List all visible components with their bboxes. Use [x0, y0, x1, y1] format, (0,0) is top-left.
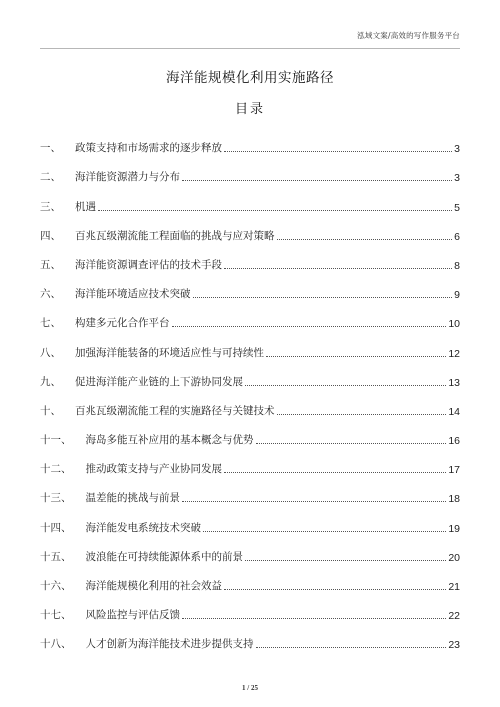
toc-dot-leader — [224, 268, 452, 269]
toc-entry-number: 三、 — [40, 200, 61, 213]
toc-entry-title: 促进海洋能产业链的上下游协同发展 — [75, 375, 243, 388]
toc-entry-page: 23 — [448, 639, 460, 652]
toc-entry-title: 海洋能规模化利用的社会效益 — [85, 580, 222, 592]
toc-entry[interactable] — [40, 622, 460, 651]
toc-entry[interactable] — [40, 155, 460, 184]
toc-entry-title: 人才创新为海洋能技术进步提供支持 — [85, 638, 254, 651]
toc-entry-number: 十、 — [40, 404, 61, 417]
toc-entry-title: 加强海洋能装备的环境适应性与可持续性 — [75, 346, 264, 359]
toc-entry-page: 21 — [448, 581, 460, 593]
toc-entry[interactable] — [40, 330, 460, 359]
toc-entry[interactable] — [40, 447, 460, 476]
toc-entry-page: 3 — [454, 143, 460, 156]
toc-entry-number: 六、 — [40, 288, 61, 301]
toc-entry-number: 十八、 — [40, 638, 72, 651]
toc-entry-number: 二、 — [40, 171, 61, 184]
toc-entry-title: 机遇 — [75, 200, 96, 213]
toc-dot-leader — [224, 472, 446, 473]
toc-entry-page: 13 — [448, 376, 460, 389]
toc-entry[interactable] — [40, 214, 460, 243]
toc-entry-title: 海岛多能互补应用的基本概念与优势 — [85, 434, 254, 447]
toc-entry-title: 政策支持和市场需求的逐步释放 — [75, 142, 222, 155]
toc-entry-page: 20 — [448, 551, 460, 564]
toc-entry-title: 百兆瓦级潮流能工程面临的挑战与应对策略 — [75, 229, 275, 242]
toc-entry[interactable] — [40, 360, 460, 389]
toc-dot-leader — [245, 385, 446, 386]
toc-entry-number: 十七、 — [40, 609, 72, 622]
page-header — [40, 0, 460, 49]
toc-dot-leader — [277, 239, 453, 240]
toc-entry-title: 百兆瓦级潮流能工程的实施路径与关键技术 — [75, 404, 275, 417]
toc-entry-number: 十二、 — [40, 463, 72, 476]
toc-entry-title: 构建多元化合作平台 — [75, 317, 170, 330]
toc-entry-number: 十一、 — [40, 434, 72, 447]
header-text: 泓域文案/高效的写作服务平台 — [357, 31, 460, 40]
toc-entry-title: 海洋能资源调查评估的技术手段 — [75, 258, 222, 271]
toc-entry-title: 推动政策支持与产业协同发展 — [85, 463, 222, 476]
toc-entry[interactable] — [40, 505, 460, 534]
toc-dot-leader — [203, 531, 446, 532]
toc-entry-number: 十四、 — [40, 521, 72, 534]
toc-entry-page: 8 — [454, 259, 460, 272]
toc-dot-leader — [224, 151, 452, 152]
toc-entry[interactable] — [40, 301, 460, 330]
toc-entry-page: 19 — [448, 522, 460, 535]
toc-entry-number: 九、 — [40, 375, 61, 388]
toc-entry-page: 12 — [448, 347, 460, 360]
toc-entry-title: 风险监控与评估反馈 — [85, 609, 180, 622]
toc-entry[interactable] — [40, 243, 460, 272]
toc-entry-page: 9 — [454, 289, 460, 302]
toc-entry-page: 14 — [448, 405, 460, 418]
toc-entry[interactable] — [40, 126, 460, 155]
document-title: 海洋能规模化利用实施路径 — [166, 70, 334, 86]
toc-entry-number: 五、 — [40, 258, 61, 271]
toc-entry-title: 波浪能在可持续能源体系中的前景 — [85, 550, 243, 563]
toc-dot-leader — [182, 180, 452, 181]
toc-entry-number: 七、 — [40, 317, 61, 330]
toc-entry[interactable] — [40, 272, 460, 301]
toc-entry-title: 温差能的挑战与前景 — [85, 492, 180, 505]
toc-entry-page: 22 — [448, 610, 460, 623]
toc-entry-number: 十六、 — [40, 580, 72, 592]
toc-entry[interactable] — [40, 593, 460, 622]
toc-dot-leader — [266, 356, 446, 357]
toc-dot-leader — [256, 647, 447, 648]
toc-dot-leader — [182, 618, 446, 619]
toc-entry-page: 6 — [454, 230, 460, 243]
toc-dot-leader — [277, 414, 447, 415]
toc-entry-page: 17 — [448, 464, 460, 477]
toc-entry-number: 八、 — [40, 346, 61, 359]
toc-dot-leader — [172, 326, 447, 327]
toc-dot-leader — [193, 297, 453, 298]
toc-entry-page: 10 — [448, 318, 460, 331]
toc-dot-leader — [224, 589, 446, 590]
toc-dot-leader — [182, 501, 446, 502]
toc-dot-leader — [98, 210, 452, 211]
toc-entry-number: 十五、 — [40, 550, 72, 563]
page-indicator: 1 / 25 — [242, 684, 258, 692]
toc-entry-page: 16 — [448, 435, 460, 448]
toc-entry[interactable] — [40, 184, 460, 213]
toc-entry-page: 18 — [448, 493, 460, 506]
toc-entry-page: 3 — [454, 172, 460, 185]
toc-entry[interactable] — [40, 418, 460, 447]
toc-dot-leader — [245, 560, 446, 561]
toc-entry-number: 十三、 — [40, 492, 72, 505]
toc-entry[interactable] — [40, 564, 460, 593]
toc-entry[interactable] — [40, 535, 460, 564]
toc-entry-page: 5 — [454, 201, 460, 214]
toc-heading: 目录 — [234, 102, 265, 117]
toc-entry[interactable] — [40, 476, 460, 505]
toc-dot-leader — [256, 443, 447, 444]
toc-entry-number: 四、 — [40, 229, 61, 242]
toc-entry-number: 一、 — [40, 142, 61, 155]
toc-entry[interactable] — [40, 389, 460, 418]
toc-entry-title: 海洋能发电系统技术突破 — [85, 521, 201, 534]
toc-entry-title: 海洋能环境适应技术突破 — [75, 288, 191, 301]
table-of-contents — [40, 126, 460, 651]
toc-entry-title: 海洋能资源潜力与分布 — [75, 171, 180, 184]
